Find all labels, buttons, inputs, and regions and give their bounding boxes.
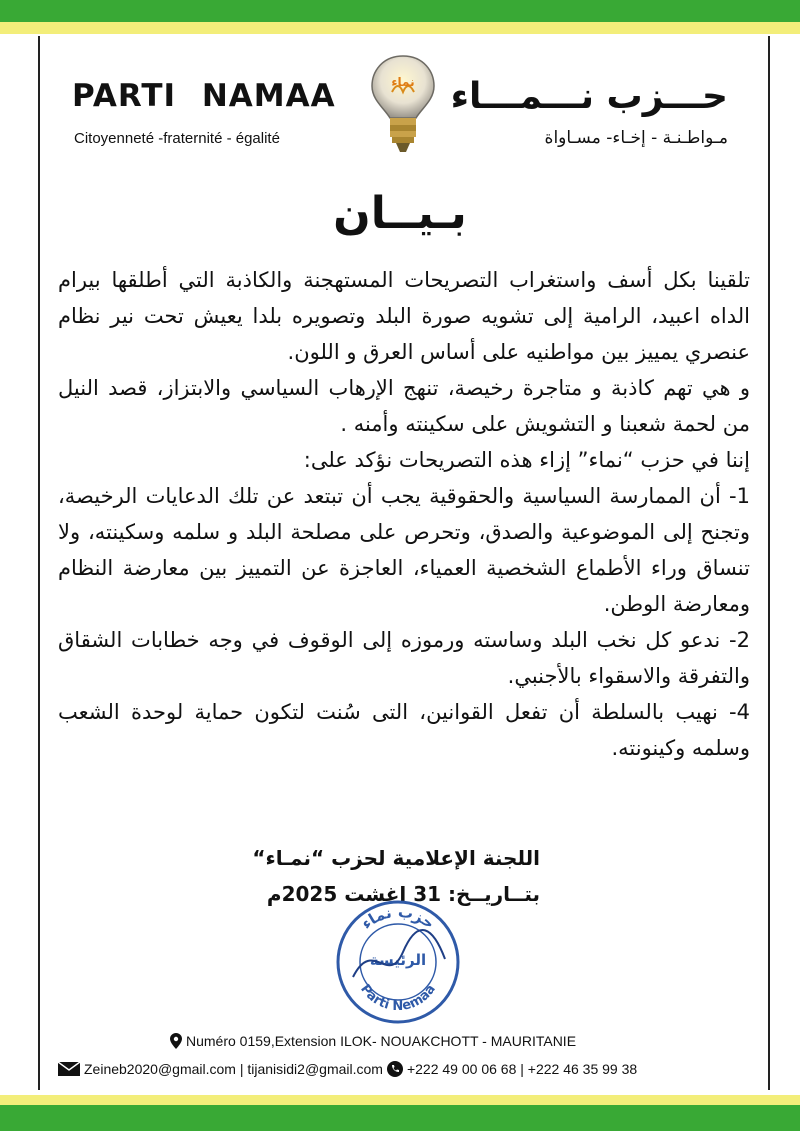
svg-text:Parti Nemaa bbox=[357, 982, 439, 1014]
paragraph-accusation: و هي تهم كاذبة و متاجرة رخيصة، تنهج الإرهاب السياسي والابتزاز، قصد النيل من لحمة شعبنا و التشويش على سكينته وأمنه . bbox=[58, 376, 750, 436]
svg-text:حزب نماء bbox=[358, 903, 439, 933]
stamp-center-text: الرئيسة bbox=[369, 951, 427, 969]
stamp-bottom-text: Parti Nemaa bbox=[357, 981, 439, 1015]
lightbulb-logo-icon bbox=[368, 52, 438, 156]
statement-body bbox=[58, 262, 750, 766]
footer-address bbox=[170, 1033, 576, 1049]
map-pin-icon bbox=[170, 1033, 182, 1049]
email-addresses[interactable]: Zeineb2020@gmail.com | tijanisidi2@gmail.com bbox=[84, 1061, 383, 1077]
committee-name: اللجنة الإعلامية لحزب “نمـاء“ bbox=[252, 846, 540, 870]
paragraph-affirmation: إننا في حزب “نماء” إزاء هذه التصريحات نؤكد على: bbox=[303, 448, 750, 472]
bulb-text: نماء bbox=[391, 75, 415, 89]
point-4: 4- نهيب بالسلطة أن تفعل القوانين، التى سُنت لتكون حماية لوحدة الشعب وسلمه وكينونته. bbox=[58, 700, 750, 760]
bottom-yellow-band bbox=[0, 1095, 800, 1105]
bottom-green-band bbox=[0, 1105, 800, 1131]
phone-icon bbox=[387, 1061, 403, 1077]
french-party-name: PARTI NAMAA bbox=[72, 78, 336, 114]
footer-contacts bbox=[58, 1061, 637, 1077]
statement-date: بتــاريــخ: 31 اغشت 2025م bbox=[266, 882, 540, 906]
french-motto: Citoyenneté -fraternité - égalité bbox=[74, 130, 280, 147]
arabic-motto: مـواطـنـة - إخـاء- مسـاواة bbox=[544, 128, 728, 148]
point-2: 2- ندعو كل نخب البلد وساسته ورموزه إلى الوقوف في وجه خطابات الشقاق والتفرقة والاسقواء بالأجنبي. bbox=[58, 628, 750, 688]
page-title: بـيــان bbox=[333, 188, 467, 239]
official-stamp-icon bbox=[333, 897, 463, 1027]
address-text: Numéro 0159,Extension ILOK- NOUAKCHOTT - MAURITANIE bbox=[186, 1033, 577, 1049]
paragraph-intro: تلقينا بكل أسف واستغراب التصريحات المستهجنة والكاذبة التي أطلقها بيرام الداه اعبيد، الرامية إلى تشويه صورة البلد وتصويره بلدا يعيش تحت نير نظام عنصري يمييز بين مواطنيه على أساس العرق و اللون. bbox=[58, 268, 750, 364]
envelope-icon bbox=[58, 1062, 80, 1076]
top-yellow-band bbox=[0, 22, 800, 34]
stamp-top-text: حزب نماء bbox=[357, 902, 439, 933]
top-green-band bbox=[0, 0, 800, 22]
point-1: 1- أن الممارسة السياسية والحقوقية يجب أن تبتعد عن تلك الدعايات الرخيصة، وتجنح إلى الموضوعية والصدق، وتحرص على مصلحة البلد و سلمه وسكينته، ولا تنساق وراء الأطماع الشخصية العمياء، العاجزة عن التمييز بين معارضة النظام ومعارضة الوطن. bbox=[58, 484, 750, 616]
arabic-party-name: حـــزب نـــمـــاء bbox=[450, 76, 728, 117]
phone-numbers[interactable]: +222 49 00 06 68 | +222 46 35 99 38 bbox=[406, 1061, 638, 1077]
